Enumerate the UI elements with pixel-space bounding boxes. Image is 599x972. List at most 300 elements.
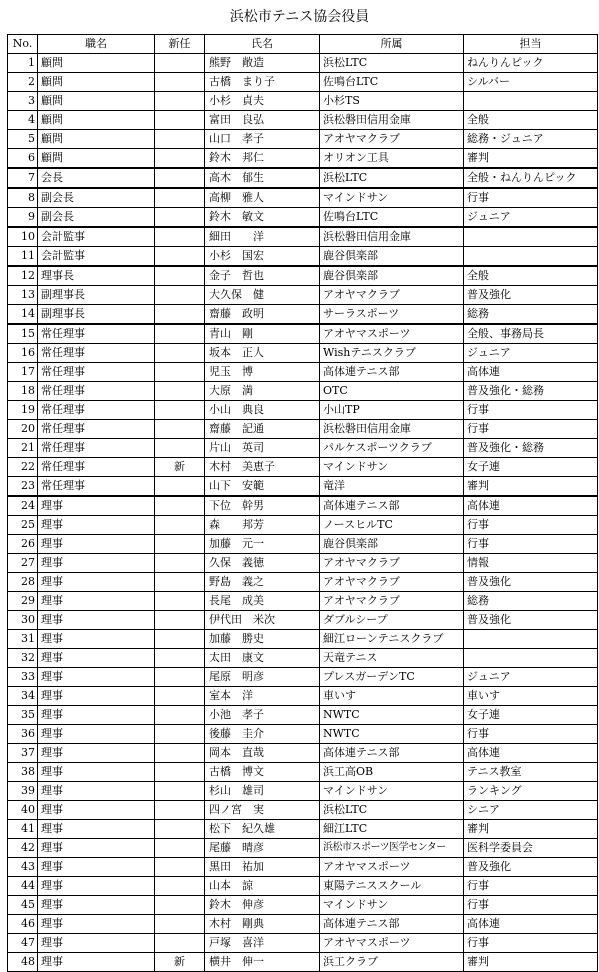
cell-no: 17 <box>8 363 38 382</box>
cell-role: 副会長 <box>38 188 155 208</box>
cell-no: 9 <box>8 208 38 228</box>
cell-duty: 行事 <box>464 401 598 420</box>
cell-name: 森 邦芳 <box>205 516 320 535</box>
cell-new <box>155 630 205 649</box>
cell-new <box>155 782 205 801</box>
cell-new <box>155 477 205 497</box>
cell-name: 古橋 博文 <box>205 763 320 782</box>
table-row <box>8 649 598 668</box>
cell-no: 35 <box>8 706 38 725</box>
cell-role: 副会長 <box>38 208 155 228</box>
header-role: 職名 <box>38 35 155 54</box>
cell-new <box>155 915 205 934</box>
officers-table <box>7 34 598 972</box>
cell-new <box>155 363 205 382</box>
table-row <box>8 477 598 497</box>
cell-no: 40 <box>8 801 38 820</box>
cell-new <box>155 611 205 630</box>
cell-new <box>155 516 205 535</box>
cell-new <box>155 858 205 877</box>
table-row <box>8 915 598 934</box>
cell-name: 細田 洋 <box>205 227 320 247</box>
cell-name: 児玉 博 <box>205 363 320 382</box>
cell-duty: 女子連 <box>464 458 598 477</box>
cell-no: 24 <box>8 496 38 516</box>
cell-role: 顧問 <box>38 149 155 169</box>
cell-duty: 全般・ねんりんピック <box>464 168 598 188</box>
cell-name: 小山 典良 <box>205 401 320 420</box>
cell-duty: ジュニア <box>464 344 598 363</box>
cell-duty: 行事 <box>464 725 598 744</box>
cell-name: 太田 康文 <box>205 649 320 668</box>
cell-no: 13 <box>8 286 38 305</box>
cell-duty: 医科学委員会 <box>464 839 598 858</box>
cell-duty: 行事 <box>464 516 598 535</box>
cell-new <box>155 535 205 554</box>
cell-role: 常任理事 <box>38 458 155 477</box>
cell-role: 理事 <box>38 858 155 877</box>
cell-role: 理事 <box>38 896 155 915</box>
cell-duty: 情報 <box>464 554 598 573</box>
cell-role: 理事 <box>38 915 155 934</box>
cell-role: 顧問 <box>38 111 155 130</box>
cell-duty: 普及強化 <box>464 573 598 592</box>
cell-affiliation: 鹿谷倶楽部 <box>320 266 464 286</box>
cell-no: 43 <box>8 858 38 877</box>
header-affiliation: 所属 <box>320 35 464 54</box>
cell-role: 理事 <box>38 877 155 896</box>
cell-name: 富田 良弘 <box>205 111 320 130</box>
cell-no: 36 <box>8 725 38 744</box>
cell-role: 常任理事 <box>38 382 155 401</box>
cell-affiliation: NWTC <box>320 725 464 744</box>
table-row <box>8 877 598 896</box>
cell-no: 46 <box>8 915 38 934</box>
cell-name: 小杉 国宏 <box>205 247 320 267</box>
cell-no: 12 <box>8 266 38 286</box>
cell-name: 古橋 まり子 <box>205 73 320 92</box>
cell-name: 金子 哲也 <box>205 266 320 286</box>
table-row <box>8 630 598 649</box>
cell-no: 1 <box>8 54 38 73</box>
table-row <box>8 344 598 363</box>
cell-name: 坂本 正人 <box>205 344 320 363</box>
cell-affiliation: 佐鳴台LTC <box>320 73 464 92</box>
cell-duty: 普及強化・総務 <box>464 439 598 458</box>
cell-affiliation: 細江ローンテニスクラブ <box>320 630 464 649</box>
cell-name: 松下 紀久雄 <box>205 820 320 839</box>
cell-affiliation: ノースヒルTC <box>320 516 464 535</box>
table-row <box>8 188 598 208</box>
cell-name: 室本 洋 <box>205 687 320 706</box>
cell-name: 伊代田 米次 <box>205 611 320 630</box>
cell-role: 理事 <box>38 934 155 953</box>
table-row <box>8 896 598 915</box>
cell-new <box>155 305 205 325</box>
table-row <box>8 382 598 401</box>
cell-no: 47 <box>8 934 38 953</box>
cell-name: 山口 孝子 <box>205 130 320 149</box>
cell-duty <box>464 227 598 247</box>
cell-duty: 行事 <box>464 877 598 896</box>
cell-role: 理事 <box>38 801 155 820</box>
cell-role: 副理事長 <box>38 286 155 305</box>
cell-no: 48 <box>8 953 38 972</box>
cell-affiliation: マインドサン <box>320 896 464 915</box>
cell-duty: 普及強化 <box>464 611 598 630</box>
cell-role: 理事 <box>38 592 155 611</box>
cell-affiliation: アオヤマクラブ <box>320 573 464 592</box>
table-row <box>8 168 598 188</box>
cell-affiliation: Wishテニスクラブ <box>320 344 464 363</box>
cell-name: 鈴木 伸彦 <box>205 896 320 915</box>
cell-role: 理事 <box>38 706 155 725</box>
cell-role: 顧問 <box>38 92 155 111</box>
cell-name: 下位 幹男 <box>205 496 320 516</box>
header-name: 氏名 <box>205 35 320 54</box>
cell-role: 理事 <box>38 763 155 782</box>
cell-new <box>155 801 205 820</box>
cell-new <box>155 877 205 896</box>
table-row <box>8 801 598 820</box>
table-row <box>8 744 598 763</box>
cell-new <box>155 496 205 516</box>
table-row <box>8 227 598 247</box>
table-row <box>8 92 598 111</box>
table-row <box>8 305 598 325</box>
cell-role: 理事 <box>38 630 155 649</box>
cell-no: 22 <box>8 458 38 477</box>
table-row <box>8 820 598 839</box>
cell-duty: 総務 <box>464 305 598 325</box>
cell-no: 8 <box>8 188 38 208</box>
cell-new <box>155 344 205 363</box>
cell-affiliation: 浜松磐田信用金庫 <box>320 420 464 439</box>
cell-role: 常任理事 <box>38 344 155 363</box>
cell-affiliation: 天竜テニス <box>320 649 464 668</box>
cell-role: 理事 <box>38 782 155 801</box>
cell-new: 新 <box>155 458 205 477</box>
cell-role: 理事 <box>38 535 155 554</box>
cell-name: 高木 郁生 <box>205 168 320 188</box>
cell-name: 木村 剛典 <box>205 915 320 934</box>
cell-no: 20 <box>8 420 38 439</box>
cell-no: 19 <box>8 401 38 420</box>
cell-affiliation: 高体連テニス部 <box>320 496 464 516</box>
cell-role: 理事 <box>38 649 155 668</box>
cell-duty: 審判 <box>464 149 598 169</box>
table-row <box>8 363 598 382</box>
cell-role: 理事長 <box>38 266 155 286</box>
cell-duty <box>464 247 598 267</box>
cell-affiliation: 鹿谷倶楽部 <box>320 247 464 267</box>
cell-new <box>155 208 205 228</box>
table-row <box>8 934 598 953</box>
cell-new <box>155 92 205 111</box>
cell-new <box>155 111 205 130</box>
cell-role: 理事 <box>38 516 155 535</box>
table-row <box>8 516 598 535</box>
cell-affiliation: アオヤマスポーツ <box>320 934 464 953</box>
table-row <box>8 111 598 130</box>
cell-role: 常任理事 <box>38 439 155 458</box>
header-new: 新任 <box>155 35 205 54</box>
cell-name: 尾藤 晴彦 <box>205 839 320 858</box>
cell-name: 小池 孝子 <box>205 706 320 725</box>
cell-role: 顧問 <box>38 73 155 92</box>
cell-new <box>155 188 205 208</box>
cell-duty: 行事 <box>464 420 598 439</box>
table-row <box>8 439 598 458</box>
cell-name: 岡本 直哉 <box>205 744 320 763</box>
cell-no: 2 <box>8 73 38 92</box>
cell-new <box>155 324 205 344</box>
cell-new <box>155 168 205 188</box>
cell-role: 常任理事 <box>38 477 155 497</box>
cell-new <box>155 382 205 401</box>
cell-duty: 全般、事務局長 <box>464 324 598 344</box>
cell-new <box>155 763 205 782</box>
cell-no: 11 <box>8 247 38 267</box>
table-row <box>8 149 598 169</box>
cell-duty: 高体連 <box>464 363 598 382</box>
cell-name: 野島 義之 <box>205 573 320 592</box>
cell-new <box>155 744 205 763</box>
cell-duty <box>464 649 598 668</box>
cell-role: 会長 <box>38 168 155 188</box>
cell-role: 常任理事 <box>38 324 155 344</box>
table-body <box>8 54 598 972</box>
cell-affiliation: オリオン工具 <box>320 149 464 169</box>
cell-no: 16 <box>8 344 38 363</box>
cell-name: 加藤 勝史 <box>205 630 320 649</box>
cell-affiliation: 浜松LTC <box>320 168 464 188</box>
cell-duty <box>464 630 598 649</box>
cell-affiliation: 小杉TS <box>320 92 464 111</box>
table-row <box>8 401 598 420</box>
cell-new <box>155 227 205 247</box>
cell-no: 14 <box>8 305 38 325</box>
cell-no: 10 <box>8 227 38 247</box>
cell-name: 小杉 貞夫 <box>205 92 320 111</box>
cell-affiliation: 高体連テニス部 <box>320 363 464 382</box>
cell-duty: ジュニア <box>464 668 598 687</box>
cell-duty: 審判 <box>464 477 598 497</box>
cell-new <box>155 286 205 305</box>
table-row <box>8 286 598 305</box>
cell-affiliation: 浜松LTC <box>320 54 464 73</box>
cell-new <box>155 573 205 592</box>
cell-no: 32 <box>8 649 38 668</box>
cell-role: 常任理事 <box>38 420 155 439</box>
header-no: No. <box>8 35 38 54</box>
cell-name: 齋藤 政明 <box>205 305 320 325</box>
cell-new <box>155 130 205 149</box>
cell-affiliation: アオヤマクラブ <box>320 130 464 149</box>
cell-no: 6 <box>8 149 38 169</box>
table-row <box>8 420 598 439</box>
cell-new <box>155 54 205 73</box>
cell-name: 横井 伸一 <box>205 953 320 972</box>
cell-name: 後藤 圭介 <box>205 725 320 744</box>
cell-name: 齋藤 記通 <box>205 420 320 439</box>
cell-new <box>155 820 205 839</box>
cell-name: 長尾 成美 <box>205 592 320 611</box>
cell-duty: 普及強化 <box>464 286 598 305</box>
cell-new <box>155 934 205 953</box>
cell-role: 理事 <box>38 611 155 630</box>
cell-role: 常任理事 <box>38 363 155 382</box>
cell-duty: 全般 <box>464 111 598 130</box>
cell-affiliation: マインドサン <box>320 188 464 208</box>
cell-no: 4 <box>8 111 38 130</box>
cell-no: 30 <box>8 611 38 630</box>
cell-affiliation: 小山TP <box>320 401 464 420</box>
cell-affiliation: 細江LTC <box>320 820 464 839</box>
cell-role: 理事 <box>38 496 155 516</box>
table-row <box>8 858 598 877</box>
cell-duty: テニス教室 <box>464 763 598 782</box>
cell-affiliation: 高体連テニス部 <box>320 915 464 934</box>
cell-no: 21 <box>8 439 38 458</box>
table-row <box>8 725 598 744</box>
cell-duty: 普及強化 <box>464 858 598 877</box>
table-row <box>8 535 598 554</box>
cell-affiliation: アオヤマクラブ <box>320 592 464 611</box>
cell-role: 理事 <box>38 744 155 763</box>
cell-no: 41 <box>8 820 38 839</box>
cell-role: 常任理事 <box>38 401 155 420</box>
cell-affiliation: 鹿谷倶楽部 <box>320 535 464 554</box>
cell-name: 熊野 敞造 <box>205 54 320 73</box>
table-row <box>8 839 598 858</box>
cell-duty: 女子連 <box>464 706 598 725</box>
cell-new <box>155 73 205 92</box>
cell-new <box>155 649 205 668</box>
cell-new <box>155 420 205 439</box>
cell-no: 5 <box>8 130 38 149</box>
cell-affiliation: ダブルシープ <box>320 611 464 630</box>
cell-role: 理事 <box>38 668 155 687</box>
cell-duty: 行事 <box>464 896 598 915</box>
cell-name: 片山 英司 <box>205 439 320 458</box>
cell-no: 7 <box>8 168 38 188</box>
cell-role: 理事 <box>38 820 155 839</box>
cell-duty: 車いす <box>464 687 598 706</box>
cell-affiliation: 浜松磐田信用金庫 <box>320 111 464 130</box>
table-header-row <box>8 35 598 54</box>
cell-no: 18 <box>8 382 38 401</box>
table-row <box>8 592 598 611</box>
cell-duty: ねんりんピック <box>464 54 598 73</box>
cell-no: 42 <box>8 839 38 858</box>
table-row <box>8 668 598 687</box>
table-row <box>8 953 598 972</box>
cell-no: 31 <box>8 630 38 649</box>
cell-no: 34 <box>8 687 38 706</box>
cell-no: 26 <box>8 535 38 554</box>
cell-name: 黒田 祐加 <box>205 858 320 877</box>
table-row <box>8 573 598 592</box>
cell-duty: 行事 <box>464 934 598 953</box>
cell-affiliation: 東陽テニススクール <box>320 877 464 896</box>
cell-role: 会計監事 <box>38 227 155 247</box>
table-row <box>8 706 598 725</box>
cell-role: 理事 <box>38 953 155 972</box>
cell-role: 理事 <box>38 554 155 573</box>
table-row <box>8 247 598 267</box>
cell-duty: ランキング <box>464 782 598 801</box>
cell-affiliation: 高体連テニス部 <box>320 744 464 763</box>
cell-name: 青山 剛 <box>205 324 320 344</box>
cell-role: 理事 <box>38 725 155 744</box>
cell-affiliation: 佐鳴台LTC <box>320 208 464 228</box>
cell-duty: 普及強化・総務 <box>464 382 598 401</box>
cell-duty: 行事 <box>464 188 598 208</box>
header-duty: 担当 <box>464 35 598 54</box>
table-row <box>8 54 598 73</box>
cell-role: 理事 <box>38 573 155 592</box>
cell-affiliation: 浜工高OB <box>320 763 464 782</box>
cell-no: 29 <box>8 592 38 611</box>
cell-affiliation: マインドサン <box>320 458 464 477</box>
cell-no: 27 <box>8 554 38 573</box>
cell-duty: 高体連 <box>464 744 598 763</box>
cell-role: 副理事長 <box>38 305 155 325</box>
cell-no: 3 <box>8 92 38 111</box>
cell-no: 33 <box>8 668 38 687</box>
cell-name: 大原 満 <box>205 382 320 401</box>
cell-duty <box>464 92 598 111</box>
cell-new <box>155 592 205 611</box>
cell-new <box>155 668 205 687</box>
cell-affiliation: 浜工クラブ <box>320 953 464 972</box>
cell-affiliation: アオヤマスポーツ <box>320 858 464 877</box>
cell-duty: 高体連 <box>464 496 598 516</box>
cell-no: 39 <box>8 782 38 801</box>
cell-no: 45 <box>8 896 38 915</box>
cell-affiliation: アオヤマクラブ <box>320 554 464 573</box>
table-row <box>8 458 598 477</box>
table-row <box>8 611 598 630</box>
table-row <box>8 763 598 782</box>
cell-affiliation: アオヤマクラブ <box>320 286 464 305</box>
cell-duty: ジュニア <box>464 208 598 228</box>
cell-affiliation: アオヤマスポーツ <box>320 324 464 344</box>
cell-name: 大久保 健 <box>205 286 320 305</box>
cell-affiliation: 車いす <box>320 687 464 706</box>
table-row <box>8 73 598 92</box>
cell-name: 久保 義徳 <box>205 554 320 573</box>
cell-affiliation: 浜松LTC <box>320 801 464 820</box>
cell-affiliation: NWTC <box>320 706 464 725</box>
cell-name: 戸塚 喜洋 <box>205 934 320 953</box>
cell-duty: 審判 <box>464 820 598 839</box>
cell-new <box>155 687 205 706</box>
cell-no: 38 <box>8 763 38 782</box>
cell-new <box>155 266 205 286</box>
table-row <box>8 266 598 286</box>
document-title: 浜松市テニス協会役員 <box>229 9 370 25</box>
table-row <box>8 554 598 573</box>
cell-name: 鈴木 敏文 <box>205 208 320 228</box>
cell-duty: シルバー <box>464 73 598 92</box>
cell-no: 37 <box>8 744 38 763</box>
table-row <box>8 496 598 516</box>
cell-name: 山下 安範 <box>205 477 320 497</box>
cell-affiliation: 竜洋 <box>320 477 464 497</box>
cell-name: 高柳 雅人 <box>205 188 320 208</box>
